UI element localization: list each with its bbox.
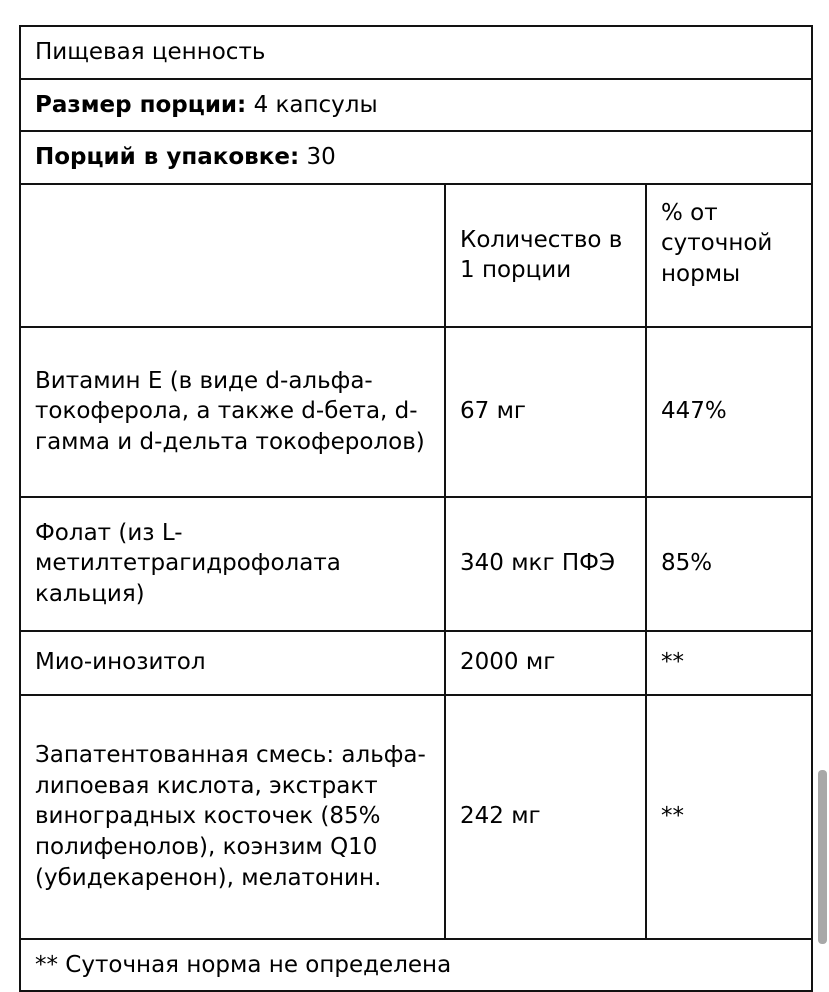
scrollbar-thumb[interactable]: [818, 770, 827, 944]
serving-size-label: Размер порции:: [35, 91, 247, 118]
table-row: [20, 695, 812, 939]
column-header-name: [20, 184, 445, 327]
column-header-amount: Количество в 1 порции: [445, 184, 646, 327]
serving-size-value: 4 капсулы: [253, 91, 378, 118]
servings-per-container-cell: [20, 131, 812, 184]
column-header-percent: % от суточной нормы: [646, 184, 812, 327]
servings-per-container-label: Порций в упаковке:: [35, 144, 300, 171]
table-row-serving-size: [20, 79, 812, 132]
daily-value-footnote: ** Суточная норма не определена: [20, 939, 812, 992]
table-row-footnote: [20, 939, 812, 992]
nutrient-daily-value: **: [646, 695, 812, 939]
table-row: [20, 497, 812, 631]
nutrient-name: Мио-инозитол: [20, 631, 445, 695]
nutrient-amount: 242 мг: [445, 695, 646, 939]
nutrient-amount: 67 мг: [445, 327, 646, 497]
nutrient-daily-value: 447%: [646, 327, 812, 497]
nutrient-name: Запатентованная смесь: альфа-липоевая кислота, экстракт виноградных косточек (85% полифенолов), коэнзим Q10 (убидекаренон), мелатонин.: [20, 695, 445, 939]
table-header-row: [20, 184, 812, 327]
nutrient-amount: 340 мкг ПФЭ: [445, 497, 646, 631]
nutrient-amount: 2000 мг: [445, 631, 646, 695]
table-row-title: [20, 26, 812, 79]
table-row: [20, 631, 812, 695]
page-scrollbar[interactable]: [815, 0, 829, 944]
panel-title: Пищевая ценность: [20, 26, 812, 79]
nutrient-name: Фолат (из L-метилтетрагидрофолата кальция): [20, 497, 445, 631]
table-row: [20, 327, 812, 497]
nutrient-daily-value: **: [646, 631, 812, 695]
table-row-servings-per-container: [20, 131, 812, 184]
nutrient-name: Витамин E (в виде d-альфа-токоферола, а также d-бета, d-гамма и d-дельта токоферолов): [20, 327, 445, 497]
serving-size-cell: [20, 79, 812, 132]
servings-per-container-value: 30: [306, 144, 336, 171]
nutrient-daily-value: 85%: [646, 497, 812, 631]
supplement-facts-table: [19, 25, 813, 992]
supplement-facts-panel: [19, 25, 811, 992]
